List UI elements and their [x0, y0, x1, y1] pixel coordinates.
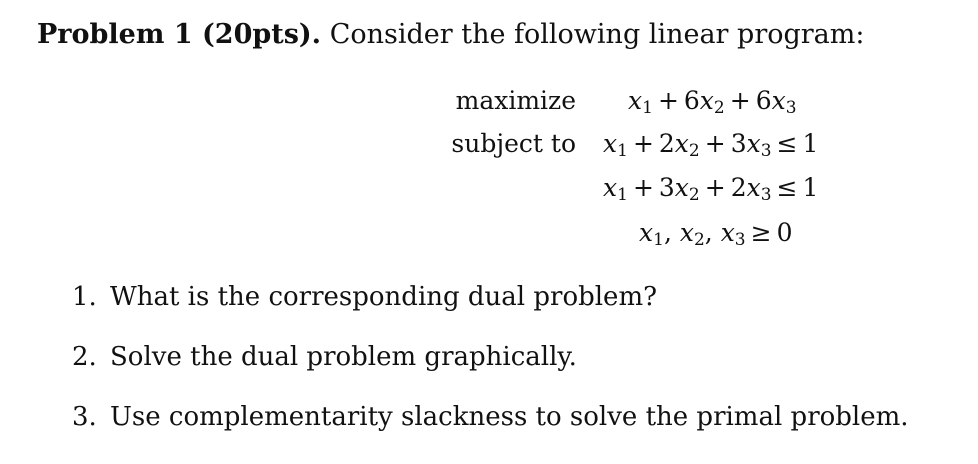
variable: x — [628, 86, 643, 115]
comma-separator: , — [704, 218, 721, 247]
question-item — [72, 400, 909, 434]
variable: x — [720, 218, 735, 247]
variable: x — [603, 129, 618, 158]
right-hand-side: 1 — [802, 173, 819, 202]
comma-separator: , — [663, 218, 680, 247]
lp-constraint-2 — [603, 173, 819, 205]
question-item — [72, 280, 657, 314]
plus-operator: + — [704, 173, 726, 202]
plus-operator: + — [729, 86, 751, 115]
question-number: 3. — [72, 402, 97, 432]
variable: x — [674, 173, 689, 202]
subscript: 1 — [617, 141, 628, 161]
coefficient: 3 — [730, 129, 747, 158]
plus-operator: + — [704, 129, 726, 158]
variable: x — [674, 129, 689, 158]
variable: x — [746, 173, 761, 202]
coefficient: 2 — [658, 129, 675, 158]
variable: x — [746, 129, 761, 158]
problem-heading — [37, 16, 864, 54]
relation-operator: ≤ — [776, 173, 798, 202]
subscript: 3 — [734, 230, 746, 250]
variable: x — [679, 218, 694, 247]
coefficient: 6 — [683, 86, 700, 115]
question-number: 2. — [72, 342, 97, 372]
lp-objective-label: maximize — [455, 86, 576, 115]
subscript: 1 — [617, 185, 628, 205]
problem-label: Problem 1 (20pts). — [37, 19, 322, 50]
lp-objective — [628, 86, 797, 118]
relation-operator: ≥ — [750, 218, 772, 247]
question-text: What is the corresponding dual problem? — [110, 282, 658, 312]
question-number: 1. — [72, 282, 97, 312]
plus-operator: + — [632, 173, 654, 202]
lp-constraints-label: subject to — [451, 129, 576, 158]
coefficient: 6 — [755, 86, 772, 115]
subscript: 1 — [653, 230, 664, 250]
lp-nonnegativity — [639, 218, 793, 250]
question-text: Solve the dual problem graphically. — [110, 342, 577, 372]
variable: x — [603, 173, 618, 202]
plus-operator: + — [632, 129, 654, 158]
variable: x — [699, 86, 714, 115]
problem-intro: Consider the following linear program: — [329, 19, 865, 50]
plus-operator: + — [657, 86, 679, 115]
coefficient: 3 — [658, 173, 675, 202]
right-hand-side: 0 — [776, 218, 793, 247]
question-item — [72, 340, 577, 374]
subscript: 2 — [688, 141, 700, 161]
subscript: 2 — [713, 98, 725, 118]
variable: x — [639, 218, 654, 247]
subscript: 2 — [688, 185, 700, 205]
relation-operator: ≤ — [776, 129, 798, 158]
subscript: 1 — [642, 98, 653, 118]
question-text: Use complementarity slackness to solve the primal problem. — [110, 402, 909, 432]
subscript: 3 — [760, 141, 772, 161]
coefficient: 2 — [730, 173, 747, 202]
variable: x — [771, 86, 786, 115]
subscript: 3 — [760, 185, 772, 205]
lp-constraint-1 — [603, 129, 819, 161]
subscript: 2 — [693, 230, 705, 250]
right-hand-side: 1 — [802, 129, 819, 158]
subscript: 3 — [785, 98, 797, 118]
